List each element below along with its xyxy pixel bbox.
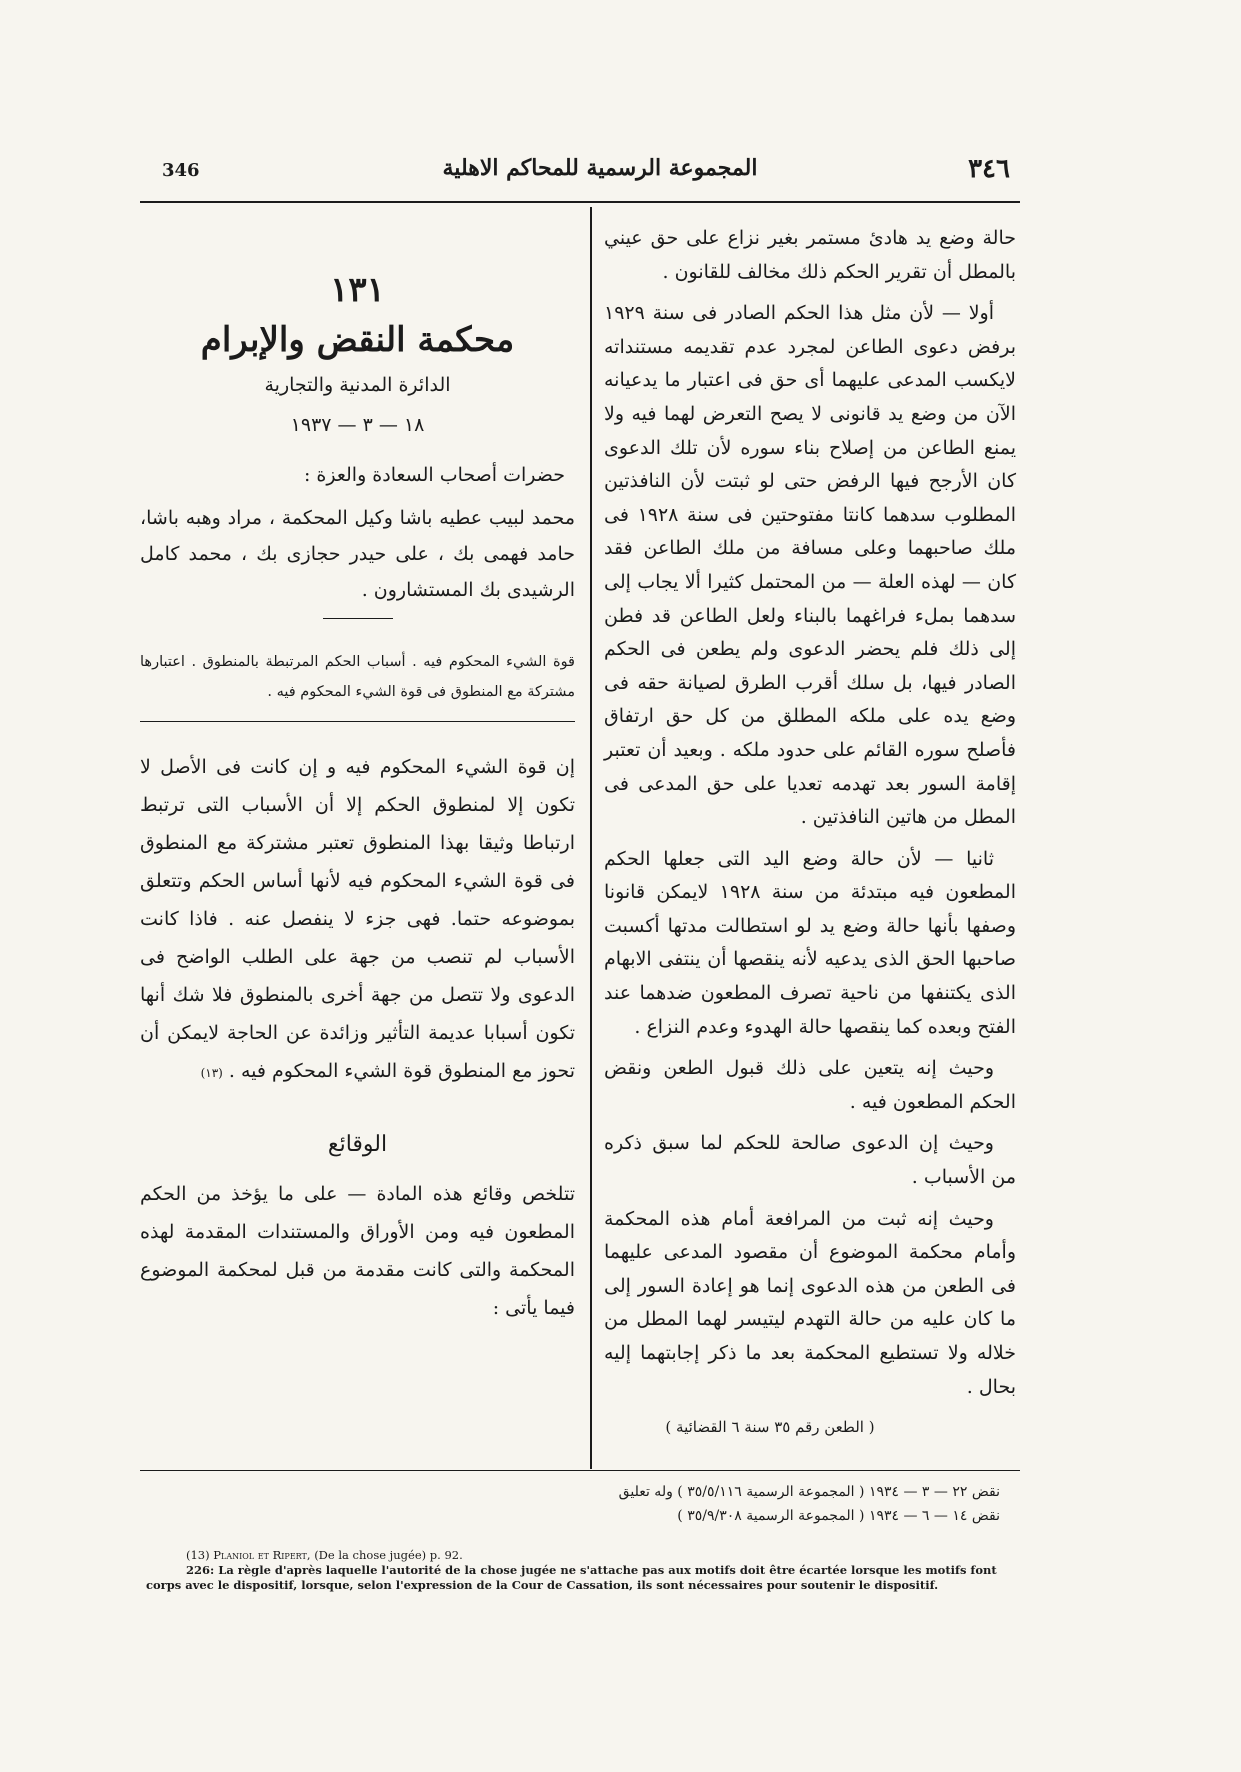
paragraph: ثانيا — لأن حالة وضع اليد التى جعلها الحكم المطعون فيه مبتدئة من سنة ١٩٢٨ لايمكن قانونا وصفها بأنها حالة وضع يد لو استطالت مدتها أكسبت صاحبها الحق الذى يدعيه لأنه ينقصها أن ينتفى الابهام الذى يكتنفها من ناحية تصرف المطعون ضدهما عند الفتح وبعده كما ينقصها حالة الهدوء وعدم النزاع . bbox=[604, 847, 1016, 1038]
header-rule bbox=[140, 201, 1020, 203]
paragraph: وحيث إنه ثبت من المرافعة أمام هذه المحكمة وأمام محكمة الموضوع أن مقصود المدعى عليهما فى الطعن من هذه الدعوى إنما هو إعادة السور إلى ما كان عليه من حالة التهدم ليتيسر لهما المطل من خلاله ولا تستطيع المحكمة بعد ما ذكر إجابتهما إليه بحال . bbox=[604, 1207, 1016, 1398]
facts-heading: الوقائع bbox=[327, 1132, 388, 1157]
footnote-body: 226: La règle d'après laquelle l'autorité de la chose jugée ne s'attache pas aux motifs doit être écartée lorsque les motifs font corps avec le dispositif, lorsque, selon l'expression de la Cour de Cassation, ils sont nécessaires pour soutenir le dispositif. bbox=[146, 1563, 997, 1592]
court-name: محكمة النقض والإبرام bbox=[200, 320, 515, 360]
division: الدائرة المدنية والتجارية bbox=[264, 374, 451, 396]
column-divider bbox=[590, 207, 592, 1469]
facts-text: تتلخص وقائع هذه المادة — على ما يؤخذ من الحكم المطعون فيه ومن الأوراق والمستندات المقدمة لهذه المحكمة والتى كانت مقدمة من قبل لمحكمة الموضوع فيما يأتى : bbox=[140, 1183, 575, 1319]
footnote-ref[interactable]: (١٣) bbox=[200, 1066, 223, 1080]
footnote-rule bbox=[140, 1470, 1020, 1471]
section-divider bbox=[140, 721, 575, 722]
latin-footnote bbox=[146, 1548, 1014, 1593]
judges-list: محمد لبيب عطيه باشا وكيل المحكمة ، مراد وهبه باشا، حامد فهمى بك ، على حيدر حجازى بك ، محمد كامل الرشيدى بك المستشارون . bbox=[140, 507, 575, 601]
footnote-line: نقض ٢٢ — ٣ — ١٩٣٤ ( المجموعة الرسمية ٣٥/٥/١١٦ ) وله تعليق bbox=[618, 1484, 1000, 1500]
case-number: ١٣١ bbox=[330, 270, 385, 310]
presence-intro: حضرات أصحاب السعادة والعزة : bbox=[303, 464, 565, 486]
paragraph: وحيث إنه يتعين على ذلك قبول الطعن ونقض الحكم المطعون فيه . bbox=[604, 1057, 1016, 1113]
page-number-latin: 346 bbox=[162, 160, 200, 181]
footnote-work: (De la chose jugée) p. 92. bbox=[314, 1548, 463, 1562]
footnote-authors: Planiol et Ripert, bbox=[213, 1548, 311, 1562]
paragraph: حالة وضع يد هادئ مستمر بغير نزاع على حق عيني بالمطل أن تقرير الحكم ذلك مخالف للقانون . bbox=[604, 227, 1016, 283]
judgment-date: ١٨ — ٣ — ١٩٣٧ bbox=[290, 414, 425, 436]
arabic-footnotes bbox=[560, 1480, 1000, 1528]
holding-body: إن قوة الشيء المحكوم فيه و إن كانت فى الأصل لا تكون إلا لمنطوق الحكم إلا أن الأسباب التى ترتبط ارتباطا وثيقا بهذا المنطوق تعتبر مشتركة مع المنطوق فى قوة الشيء المحكوم فيه لأنها أساس الحكم وتتعلق بموضوعه حتما. فهى جزء لا ينفصل عنه . فاذا كانت الأسباب لم تنصب من جهة على الطلب الواضح فى الدعوى ولا تتصل من جهة أخرى بالمنطوق فلا شك أنها تكون أسبابا عديمة التأثير وزائدة عن الحاجة لايمكن أن تحوز مع المنطوق قوة الشيء المحكوم فيه . bbox=[140, 756, 575, 1082]
section-divider bbox=[323, 618, 393, 619]
right-column bbox=[604, 222, 1016, 1412]
holding-text bbox=[140, 748, 575, 1092]
paragraph: أولا — لأن مثل هذا الحكم الصادر فى سنة ١٩٢٩ برفض دعوى الطاعن لمجرد عدم تقديمه مستنداته لايكسب المدعى عليهما أى حق فى اعتبار ما يدعيانه الآن من وضع يد قانونى لا يصح التعرض لهما فيه ولا يمنع الطاعن من إصلاح بناء سوره لأن تلك الدعوى كان الأرجح فيها الرفض حتى لو ثبتت لأن النافذتين المطلوب سدهما كانتا مفتوحتين فى سنة ١٩٢٨ فى ملك صاحبهما وعلى مسافة من ملك الطاعن فقد كان — لهذه العلة — من المحتمل كثيرا ألا يجاب إلى سدهما بملء فراغهما بالبناء ولعل الطاعن قد فطن إلى ذلك فلم يحضر الدعوى ولم يطعن فى الحكم الصادر فيها، بل سلك أقرب الطرق لصيانة حقه فى وضع يده على ملكه المطلق من كل حق ارتفاق فأصلح سوره القائم على حدود ملكه . وبعيد أن تعتبر إقامة السور بعد تهدمه تعديا على حق المدعى فى المطل من هاتين النافذتين . bbox=[604, 302, 1016, 829]
footnote-label: (13) bbox=[186, 1548, 210, 1562]
left-column bbox=[140, 270, 575, 1327]
case-citation: ( الطعن رقم ٣٥ سنة ٦ القضائية ) bbox=[665, 1418, 875, 1436]
footnote-line: نقض ١٤ — ٦ — ١٩٣٤ ( المجموعة الرسمية ٣٥/٩/٣٠٨ ) bbox=[677, 1508, 1000, 1524]
footnote-title-line bbox=[146, 1548, 1014, 1563]
headnote-summary: قوة الشيء المحكوم فيه . أسباب الحكم المرتبطة بالمنطوق . اعتبارها مشتركة مع المنطوق فى قوة الشيء المحكوم فيه . bbox=[140, 654, 575, 700]
page-number-arabic: ٣٤٦ bbox=[968, 154, 1010, 184]
paragraph: وحيث إن الدعوى صالحة للحكم لما سبق ذكره من الأسباب . bbox=[604, 1132, 1016, 1189]
running-title: المجموعة الرسمية للمحاكم الاهلية bbox=[442, 155, 758, 181]
